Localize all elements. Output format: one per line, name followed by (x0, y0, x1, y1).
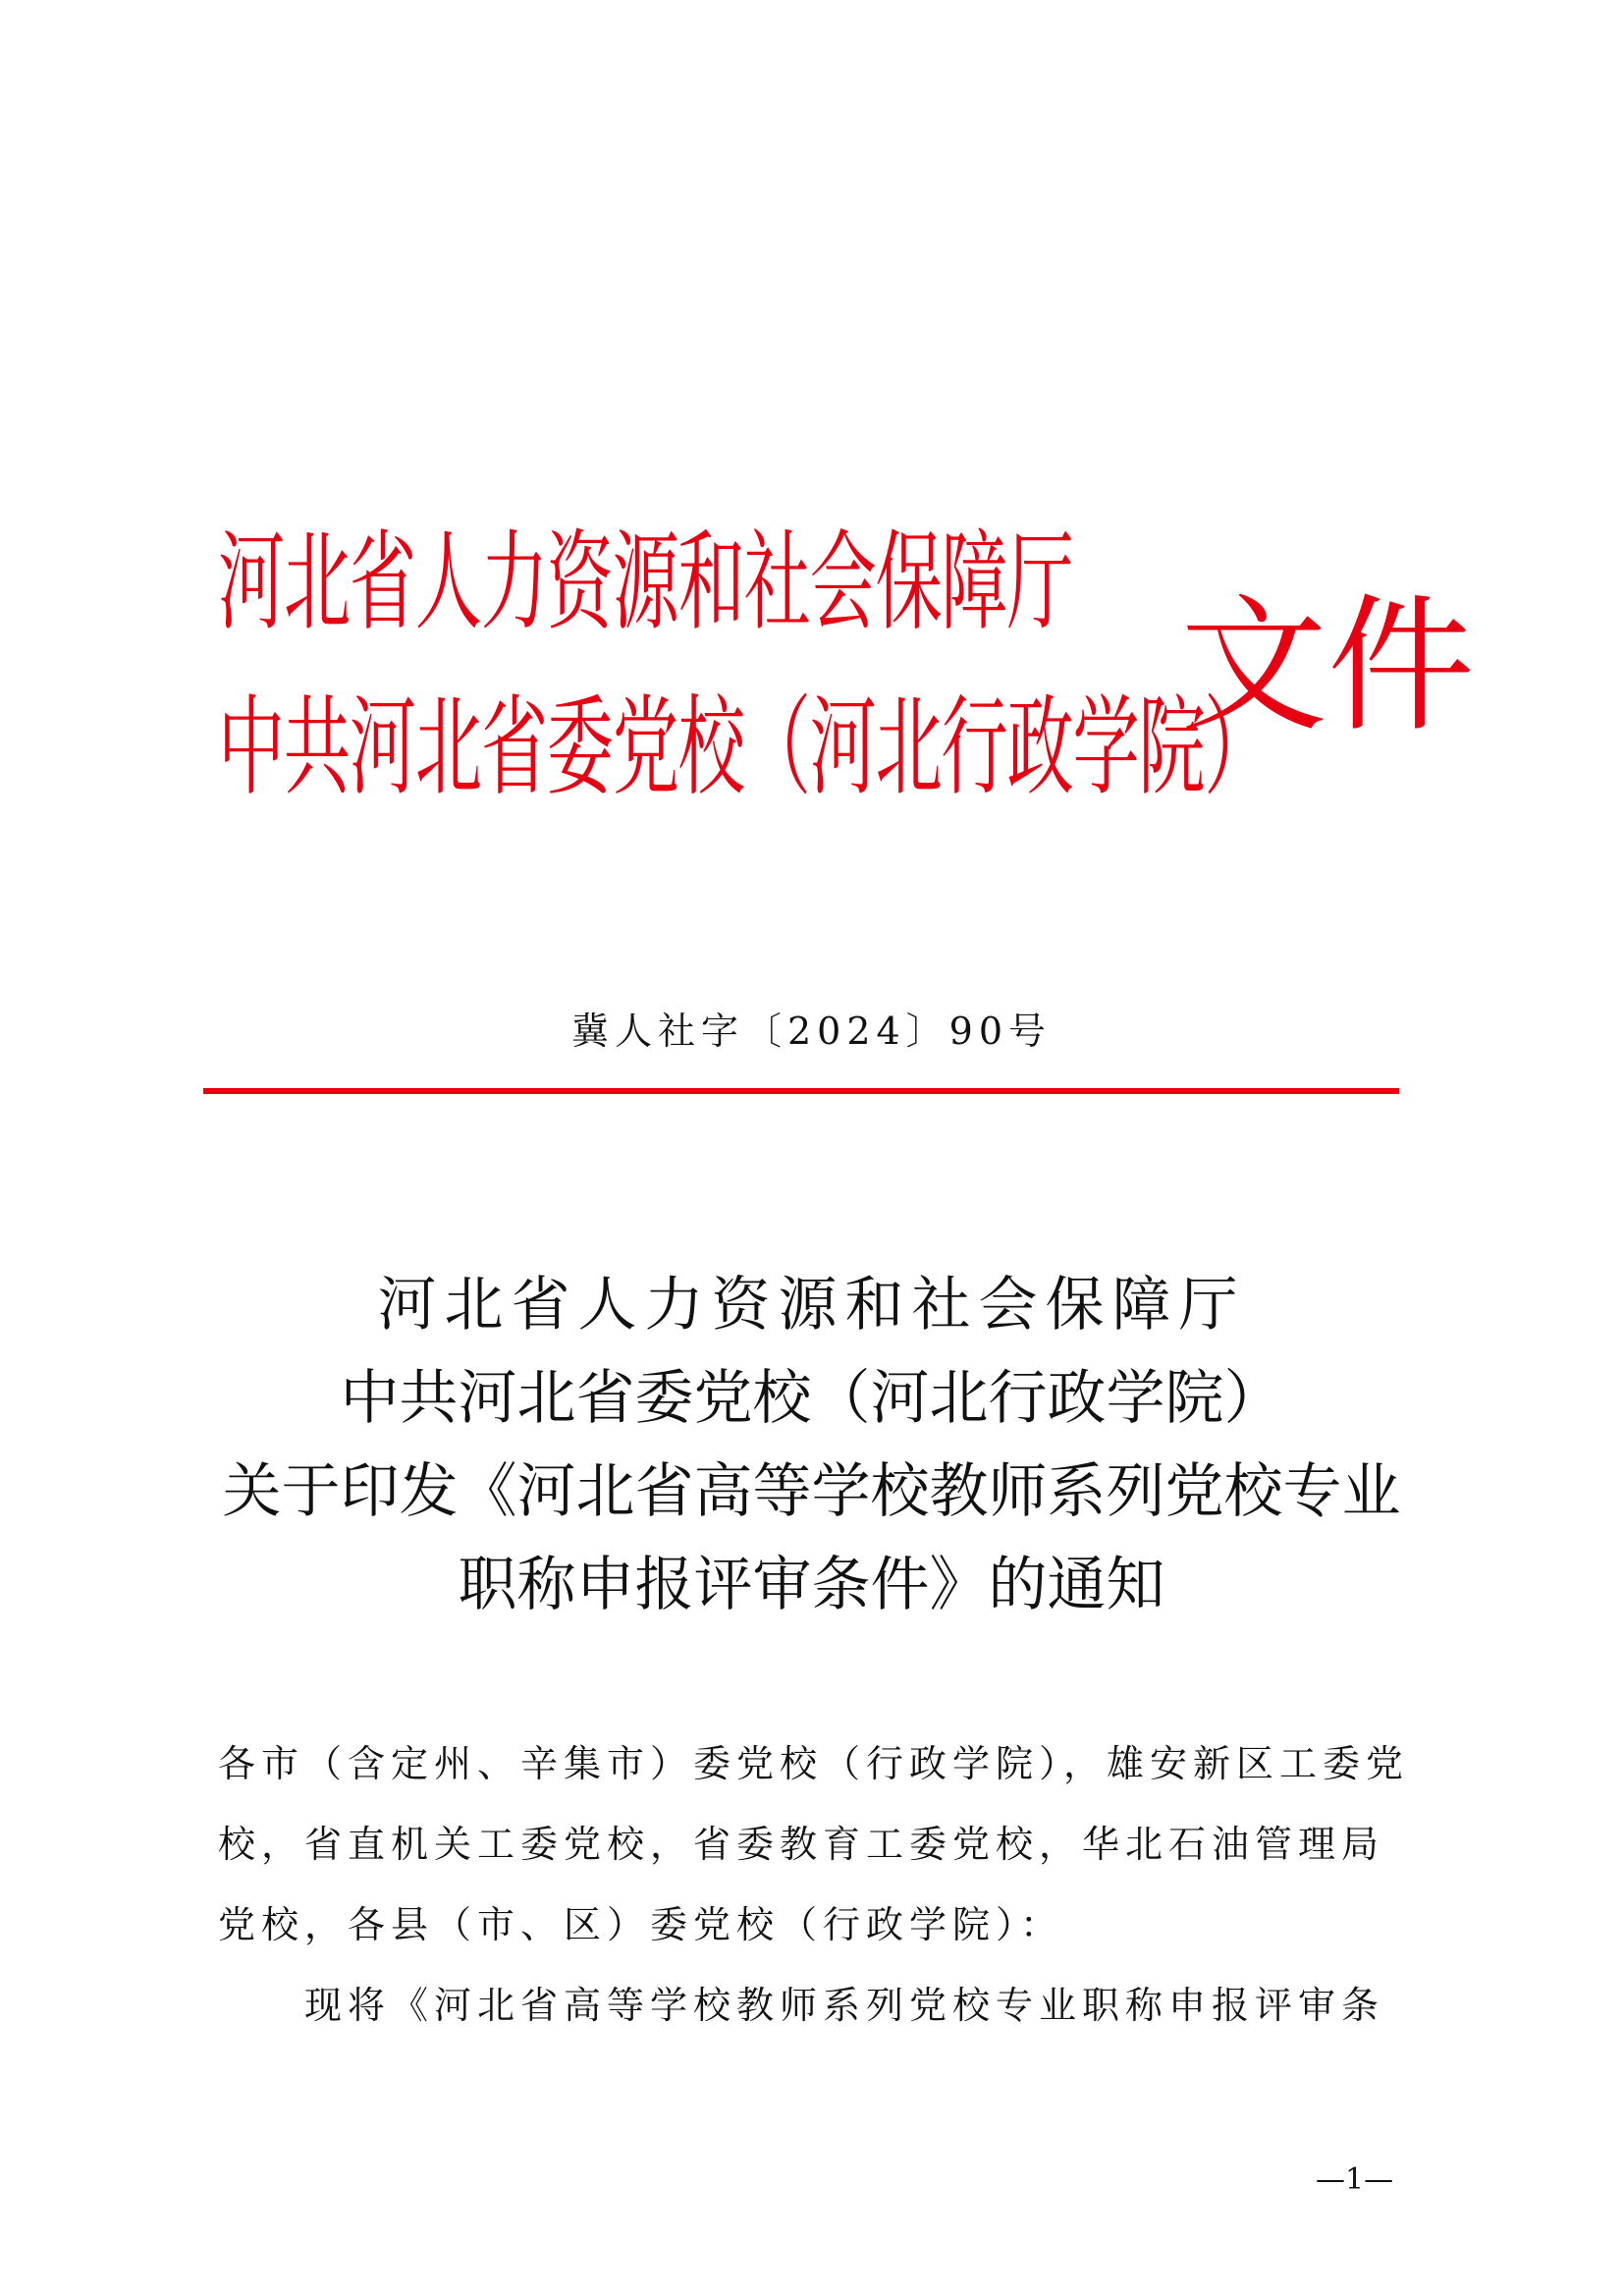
document-number: 冀人社字〔2024〕90号 (570, 1010, 1053, 1053)
title-line-1: 河北省人力资源和社会保障厅 (377, 1271, 1246, 1339)
document-header (218, 511, 1476, 825)
recipients-paragraph: 各市（含定州、辛集市）委党校（行政学院），雄安新区工委党校，省直机关工委党校，省委教育工委党校，华北石油管理局党校，各县（市、区）委党校（行政学院）： (218, 1742, 1410, 1946)
document-label: 文件 (1180, 581, 1476, 752)
red-divider (203, 1088, 1399, 1094)
issuing-org-2: 中共河北省委党校（河北行政学院） (218, 684, 1271, 810)
page-number: —1— (1316, 2162, 1394, 2197)
notice-title (177, 1259, 1446, 1632)
title-line-4: 职称申报评审条件》的通知 (458, 1551, 1165, 1619)
notice-body (218, 1723, 1424, 2046)
title-line-3: 关于印发《河北省高等学校教师系列党校专业 (222, 1457, 1401, 1526)
issuing-org-1: 河北省人力资源和社会保障厅 (218, 519, 1073, 645)
body-paragraph: 现将《河北省高等学校教师系列党校专业职称申报评审条 (304, 1984, 1385, 2027)
title-line-2: 中共河北省委党校（河北行政学院） (340, 1364, 1283, 1433)
